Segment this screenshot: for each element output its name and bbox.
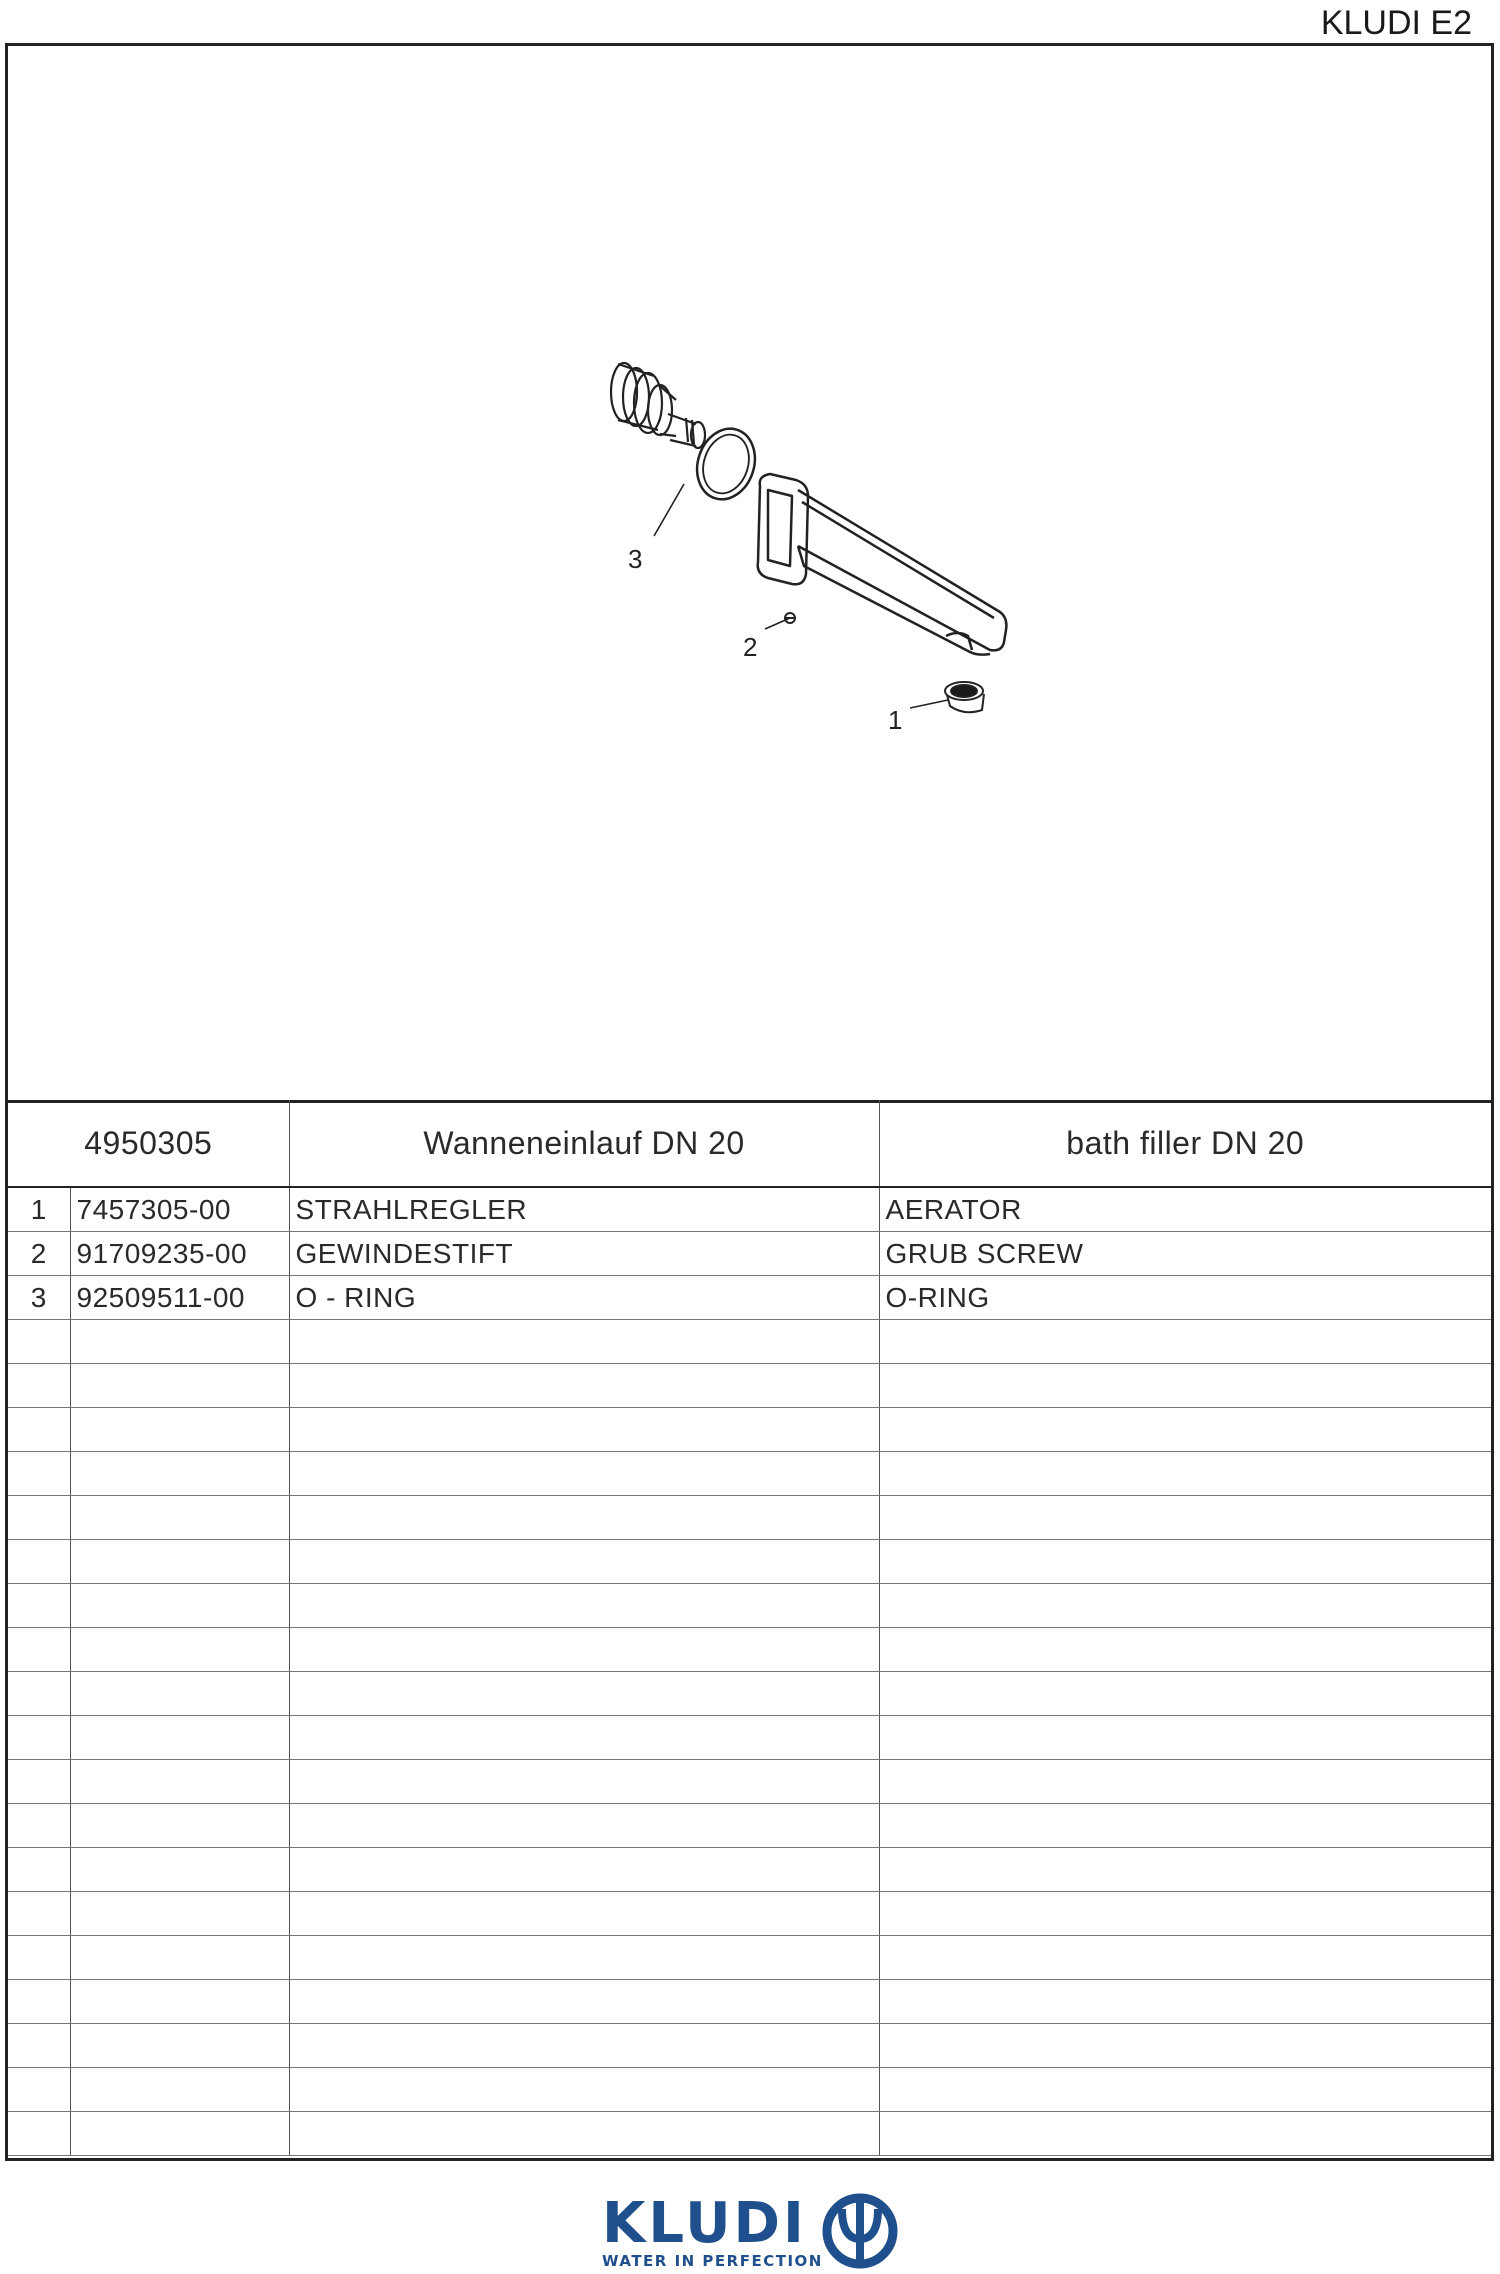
spout-drawing bbox=[758, 474, 1007, 655]
part-pos bbox=[8, 1760, 70, 1804]
part-pos bbox=[8, 1452, 70, 1496]
series-title: KLUDI E2 bbox=[1320, 4, 1472, 42]
part-number bbox=[70, 1496, 289, 1540]
product-header-row bbox=[8, 1100, 1491, 1187]
part-name-en bbox=[879, 1716, 1491, 1760]
part-name-de bbox=[289, 1672, 879, 1716]
product-name-en: bath filler DN 20 bbox=[879, 1100, 1491, 1187]
part-pos bbox=[8, 1804, 70, 1848]
parts-list-table bbox=[8, 1100, 1491, 2156]
empty-row bbox=[8, 1540, 1491, 1584]
part-name-de bbox=[289, 1760, 879, 1804]
part-number: 92509511-00 bbox=[70, 1276, 289, 1320]
empty-row bbox=[8, 1584, 1491, 1628]
part-number bbox=[70, 1804, 289, 1848]
part-name-de bbox=[289, 1936, 879, 1980]
part-pos bbox=[8, 1672, 70, 1716]
part-name-de bbox=[289, 1540, 879, 1584]
part-pos bbox=[8, 1496, 70, 1540]
part-name-de: GEWINDESTIFT bbox=[289, 1232, 879, 1276]
part-number bbox=[70, 1320, 289, 1364]
part-name-en bbox=[879, 1408, 1491, 1452]
o-ring-drawing bbox=[688, 421, 764, 507]
part-number bbox=[70, 1760, 289, 1804]
part-number bbox=[70, 2112, 289, 2156]
empty-row bbox=[8, 1716, 1491, 1760]
part-name-en bbox=[879, 1320, 1491, 1364]
part-name-de bbox=[289, 1848, 879, 1892]
part-name-de bbox=[289, 1496, 879, 1540]
part-number bbox=[70, 1628, 289, 1672]
part-name-de bbox=[289, 2112, 879, 2156]
empty-row bbox=[8, 1936, 1491, 1980]
part-name-de bbox=[289, 2024, 879, 2068]
kludi-logo bbox=[598, 2191, 908, 2271]
article-number: 4950305 bbox=[8, 1100, 289, 1187]
part-number bbox=[70, 1892, 289, 1936]
product-name-de: Wanneneinlauf DN 20 bbox=[289, 1100, 879, 1187]
empty-row bbox=[8, 1760, 1491, 1804]
part-number bbox=[70, 1364, 289, 1408]
part-name-en bbox=[879, 1980, 1491, 2024]
part-name-de bbox=[289, 1980, 879, 2024]
part-name-en bbox=[879, 1892, 1491, 1936]
part-name-en bbox=[879, 1452, 1491, 1496]
part-name-en bbox=[879, 1760, 1491, 1804]
empty-row bbox=[8, 1364, 1491, 1408]
part-name-de bbox=[289, 1716, 879, 1760]
part-name-de bbox=[289, 1452, 879, 1496]
part-name-en bbox=[879, 1584, 1491, 1628]
part-name-en: AERATOR bbox=[879, 1187, 1491, 1232]
part-name-de bbox=[289, 1628, 879, 1672]
empty-row bbox=[8, 2112, 1491, 2156]
empty-row bbox=[8, 1672, 1491, 1716]
part-name-en bbox=[879, 2112, 1491, 2156]
part-name-de bbox=[289, 1408, 879, 1452]
adapter-part-drawing bbox=[611, 363, 705, 448]
part-name-de bbox=[289, 1584, 879, 1628]
callout-1: 1 bbox=[888, 705, 903, 735]
part-pos bbox=[8, 1408, 70, 1452]
part-pos bbox=[8, 1980, 70, 2024]
part-row bbox=[8, 1232, 1491, 1276]
part-name-en bbox=[879, 1364, 1491, 1408]
part-name-en bbox=[879, 1936, 1491, 1980]
callout-3: 3 bbox=[628, 544, 643, 574]
empty-row bbox=[8, 1408, 1491, 1452]
part-number bbox=[70, 1540, 289, 1584]
part-name-de bbox=[289, 1804, 879, 1848]
part-pos bbox=[8, 2112, 70, 2156]
part-name-de bbox=[289, 2068, 879, 2112]
empty-row bbox=[8, 1848, 1491, 1892]
part-name-de bbox=[289, 1892, 879, 1936]
part-pos: 2 bbox=[8, 1232, 70, 1276]
part-name-en bbox=[879, 1804, 1491, 1848]
part-name-de: O - RING bbox=[289, 1276, 879, 1320]
part-name-en bbox=[879, 1628, 1491, 1672]
empty-row bbox=[8, 2068, 1491, 2112]
part-pos bbox=[8, 1540, 70, 1584]
part-pos bbox=[8, 1364, 70, 1408]
part-name-de: STRAHLREGLER bbox=[289, 1187, 879, 1232]
part-number bbox=[70, 1848, 289, 1892]
part-number: 91709235-00 bbox=[70, 1232, 289, 1276]
part-number bbox=[70, 1452, 289, 1496]
part-name-en bbox=[879, 2024, 1491, 2068]
spout-exploded-view bbox=[8, 46, 1497, 1100]
part-name-en: GRUB SCREW bbox=[879, 1232, 1491, 1276]
kludi-emblem-icon bbox=[820, 2191, 900, 2271]
part-number bbox=[70, 1584, 289, 1628]
part-number bbox=[70, 2024, 289, 2068]
part-pos: 1 bbox=[8, 1187, 70, 1232]
part-number: 7457305-00 bbox=[70, 1187, 289, 1232]
part-pos bbox=[8, 1628, 70, 1672]
part-name-en: O-RING bbox=[879, 1276, 1491, 1320]
part-pos bbox=[8, 1848, 70, 1892]
part-pos bbox=[8, 1320, 70, 1364]
part-pos: 3 bbox=[8, 1276, 70, 1320]
part-name-en bbox=[879, 1848, 1491, 1892]
part-row bbox=[8, 1276, 1491, 1320]
parts-sheet bbox=[5, 43, 1494, 2161]
parts-table-body bbox=[8, 1100, 1491, 2156]
part-pos bbox=[8, 2068, 70, 2112]
exploded-drawing bbox=[8, 46, 1491, 1103]
part-number bbox=[70, 1672, 289, 1716]
part-number bbox=[70, 1980, 289, 2024]
part-name-en bbox=[879, 1672, 1491, 1716]
part-name-en bbox=[879, 1540, 1491, 1584]
empty-row bbox=[8, 1320, 1491, 1364]
aerator-drawing bbox=[945, 682, 984, 712]
part-name-en bbox=[879, 2068, 1491, 2112]
empty-row bbox=[8, 1628, 1491, 1672]
empty-row bbox=[8, 1804, 1491, 1848]
empty-row bbox=[8, 1892, 1491, 1936]
part-name-de bbox=[289, 1364, 879, 1408]
part-name-en bbox=[879, 1496, 1491, 1540]
part-pos bbox=[8, 1716, 70, 1760]
empty-row bbox=[8, 2024, 1491, 2068]
empty-row bbox=[8, 1496, 1491, 1540]
empty-row bbox=[8, 1980, 1491, 2024]
part-number bbox=[70, 2068, 289, 2112]
part-number bbox=[70, 1408, 289, 1452]
part-pos bbox=[8, 1584, 70, 1628]
part-name-de bbox=[289, 1320, 879, 1364]
logo-wordmark: KLUDI bbox=[602, 2191, 807, 2256]
part-pos bbox=[8, 2024, 70, 2068]
part-row bbox=[8, 1187, 1491, 1232]
part-pos bbox=[8, 1936, 70, 1980]
part-number bbox=[70, 1936, 289, 1980]
part-pos bbox=[8, 1892, 70, 1936]
logo-tagline: WATER IN PERFECTION bbox=[602, 2252, 823, 2270]
empty-row bbox=[8, 1452, 1491, 1496]
callout-2: 2 bbox=[743, 632, 758, 662]
part-number bbox=[70, 1716, 289, 1760]
